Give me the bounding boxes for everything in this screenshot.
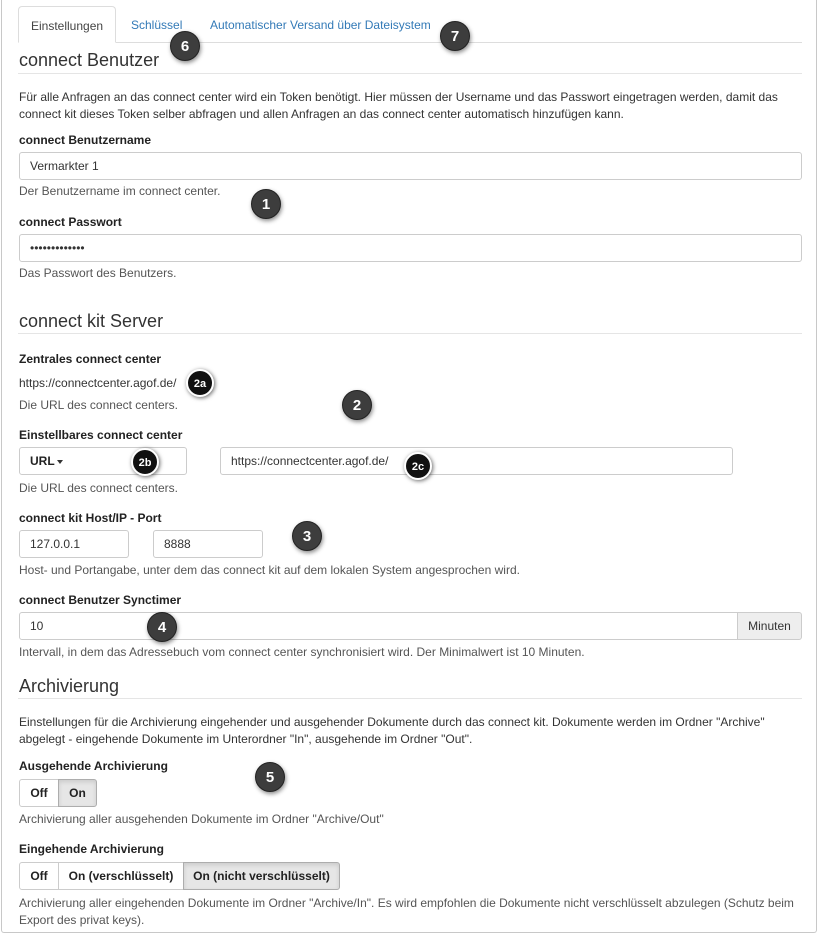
callout-marker: 2a <box>186 369 214 397</box>
callout-marker: 4 <box>147 612 177 642</box>
archivierung-intro: Einstellungen für die Archivierung eingehender und ausgehender Dokumente durch das connect kit. Dokumente werden im Ordner "Archive" abgelegt - eingehende Dokumente im Unterordner "In", ausgehende im Ordner "Out". <box>19 715 765 746</box>
incoming-archive-label: Eingehende Archivierung <box>19 842 164 856</box>
password-input[interactable]: ••••••••••••• <box>19 234 802 262</box>
callout-marker: 7 <box>440 21 470 51</box>
section-rule <box>18 333 802 334</box>
callout-marker: 6 <box>170 31 200 61</box>
tabs-divider <box>18 42 802 43</box>
adjustable-center-help: Die URL des connect centers. <box>19 481 178 495</box>
benutzer-intro: Für alle Anfragen an das connect center wird ein Token benötigt. Hier müssen der Username und das Passwort eingetragen werden, damit das connect kit dieses Token selber abfragen und allen Anfragen an das connect center automatisch hinzufügen kann. <box>19 90 778 121</box>
port-input[interactable]: 8888 <box>153 530 263 558</box>
host-input[interactable]: 127.0.0.1 <box>19 530 129 558</box>
host-port-label: connect kit Host/IP - Port <box>19 511 162 525</box>
adjustable-url-input[interactable]: https://connectcenter.agof.de/ <box>220 447 733 475</box>
tab-automatischer-versand[interactable]: Automatischer Versand über Dateisystem <box>210 18 431 32</box>
password-help: Das Passwort des Benutzers. <box>19 266 177 280</box>
central-center-help: Die URL des connect centers. <box>19 398 178 412</box>
section-rule <box>18 698 802 699</box>
synctimer-help: Intervall, in dem das Adressebuch vom connect center synchronisiert wird. Der Minimalwert ist 10 Minuten. <box>19 645 585 659</box>
username-help: Der Benutzername im connect center. <box>19 184 221 198</box>
password-label: connect Passwort <box>19 215 122 229</box>
incoming-off-button[interactable]: Off <box>19 862 59 890</box>
synctimer-unit-addon: Minuten <box>737 612 802 640</box>
section-title-benutzer: connect Benutzer <box>19 50 160 70</box>
tab-einstellungen[interactable]: Einstellungen <box>18 6 116 43</box>
username-input[interactable]: Vermarkter 1 <box>19 152 802 180</box>
callout-marker: 2c <box>404 452 432 480</box>
username-label: connect Benutzername <box>19 133 152 147</box>
tab-schluessel[interactable]: Schlüssel <box>131 18 183 32</box>
central-center-label: Zentrales connect center <box>19 352 162 366</box>
chevron-down-icon <box>57 460 63 464</box>
incoming-archive-help: Archivierung aller eingehenden Dokumente im Ordner "Archive/In". Es wird empfohlen die Dokumente nicht verschlüsselt abzulegen (Schutz beim Export des privat keys). <box>19 896 794 927</box>
incoming-on-encrypted-button[interactable]: On (verschlüsselt) <box>58 862 184 890</box>
synctimer-input[interactable]: 10 <box>19 612 738 640</box>
host-port-help: Host- und Portangabe, unter dem das connect kit auf dem lokalen System angesprochen wird. <box>19 563 520 577</box>
callout-marker: 1 <box>251 189 281 219</box>
url-type-value: URL <box>30 454 55 468</box>
section-title-archivierung: Archivierung <box>19 676 120 696</box>
outgoing-archive-help: Archivierung aller ausgehenden Dokumente im Ordner "Archive/Out" <box>19 812 384 826</box>
outgoing-on-button[interactable]: On <box>58 779 97 807</box>
adjustable-center-label: Einstellbares connect center <box>19 428 183 442</box>
url-type-dropdown[interactable] <box>19 447 187 475</box>
incoming-on-plain-button[interactable]: On (nicht verschlüsselt) <box>183 862 340 890</box>
section-rule <box>18 73 802 74</box>
outgoing-archive-label: Ausgehende Archivierung <box>19 759 168 773</box>
outgoing-off-button[interactable]: Off <box>19 779 59 807</box>
synctimer-label: connect Benutzer Synctimer <box>19 593 182 607</box>
callout-marker: 5 <box>255 762 285 792</box>
central-center-url: https://connectcenter.agof.de/ <box>19 376 177 390</box>
callout-marker: 2 <box>342 390 372 420</box>
callout-marker: 3 <box>292 521 322 551</box>
section-title-server: connect kit Server <box>19 311 164 331</box>
callout-marker: 2b <box>131 448 159 476</box>
